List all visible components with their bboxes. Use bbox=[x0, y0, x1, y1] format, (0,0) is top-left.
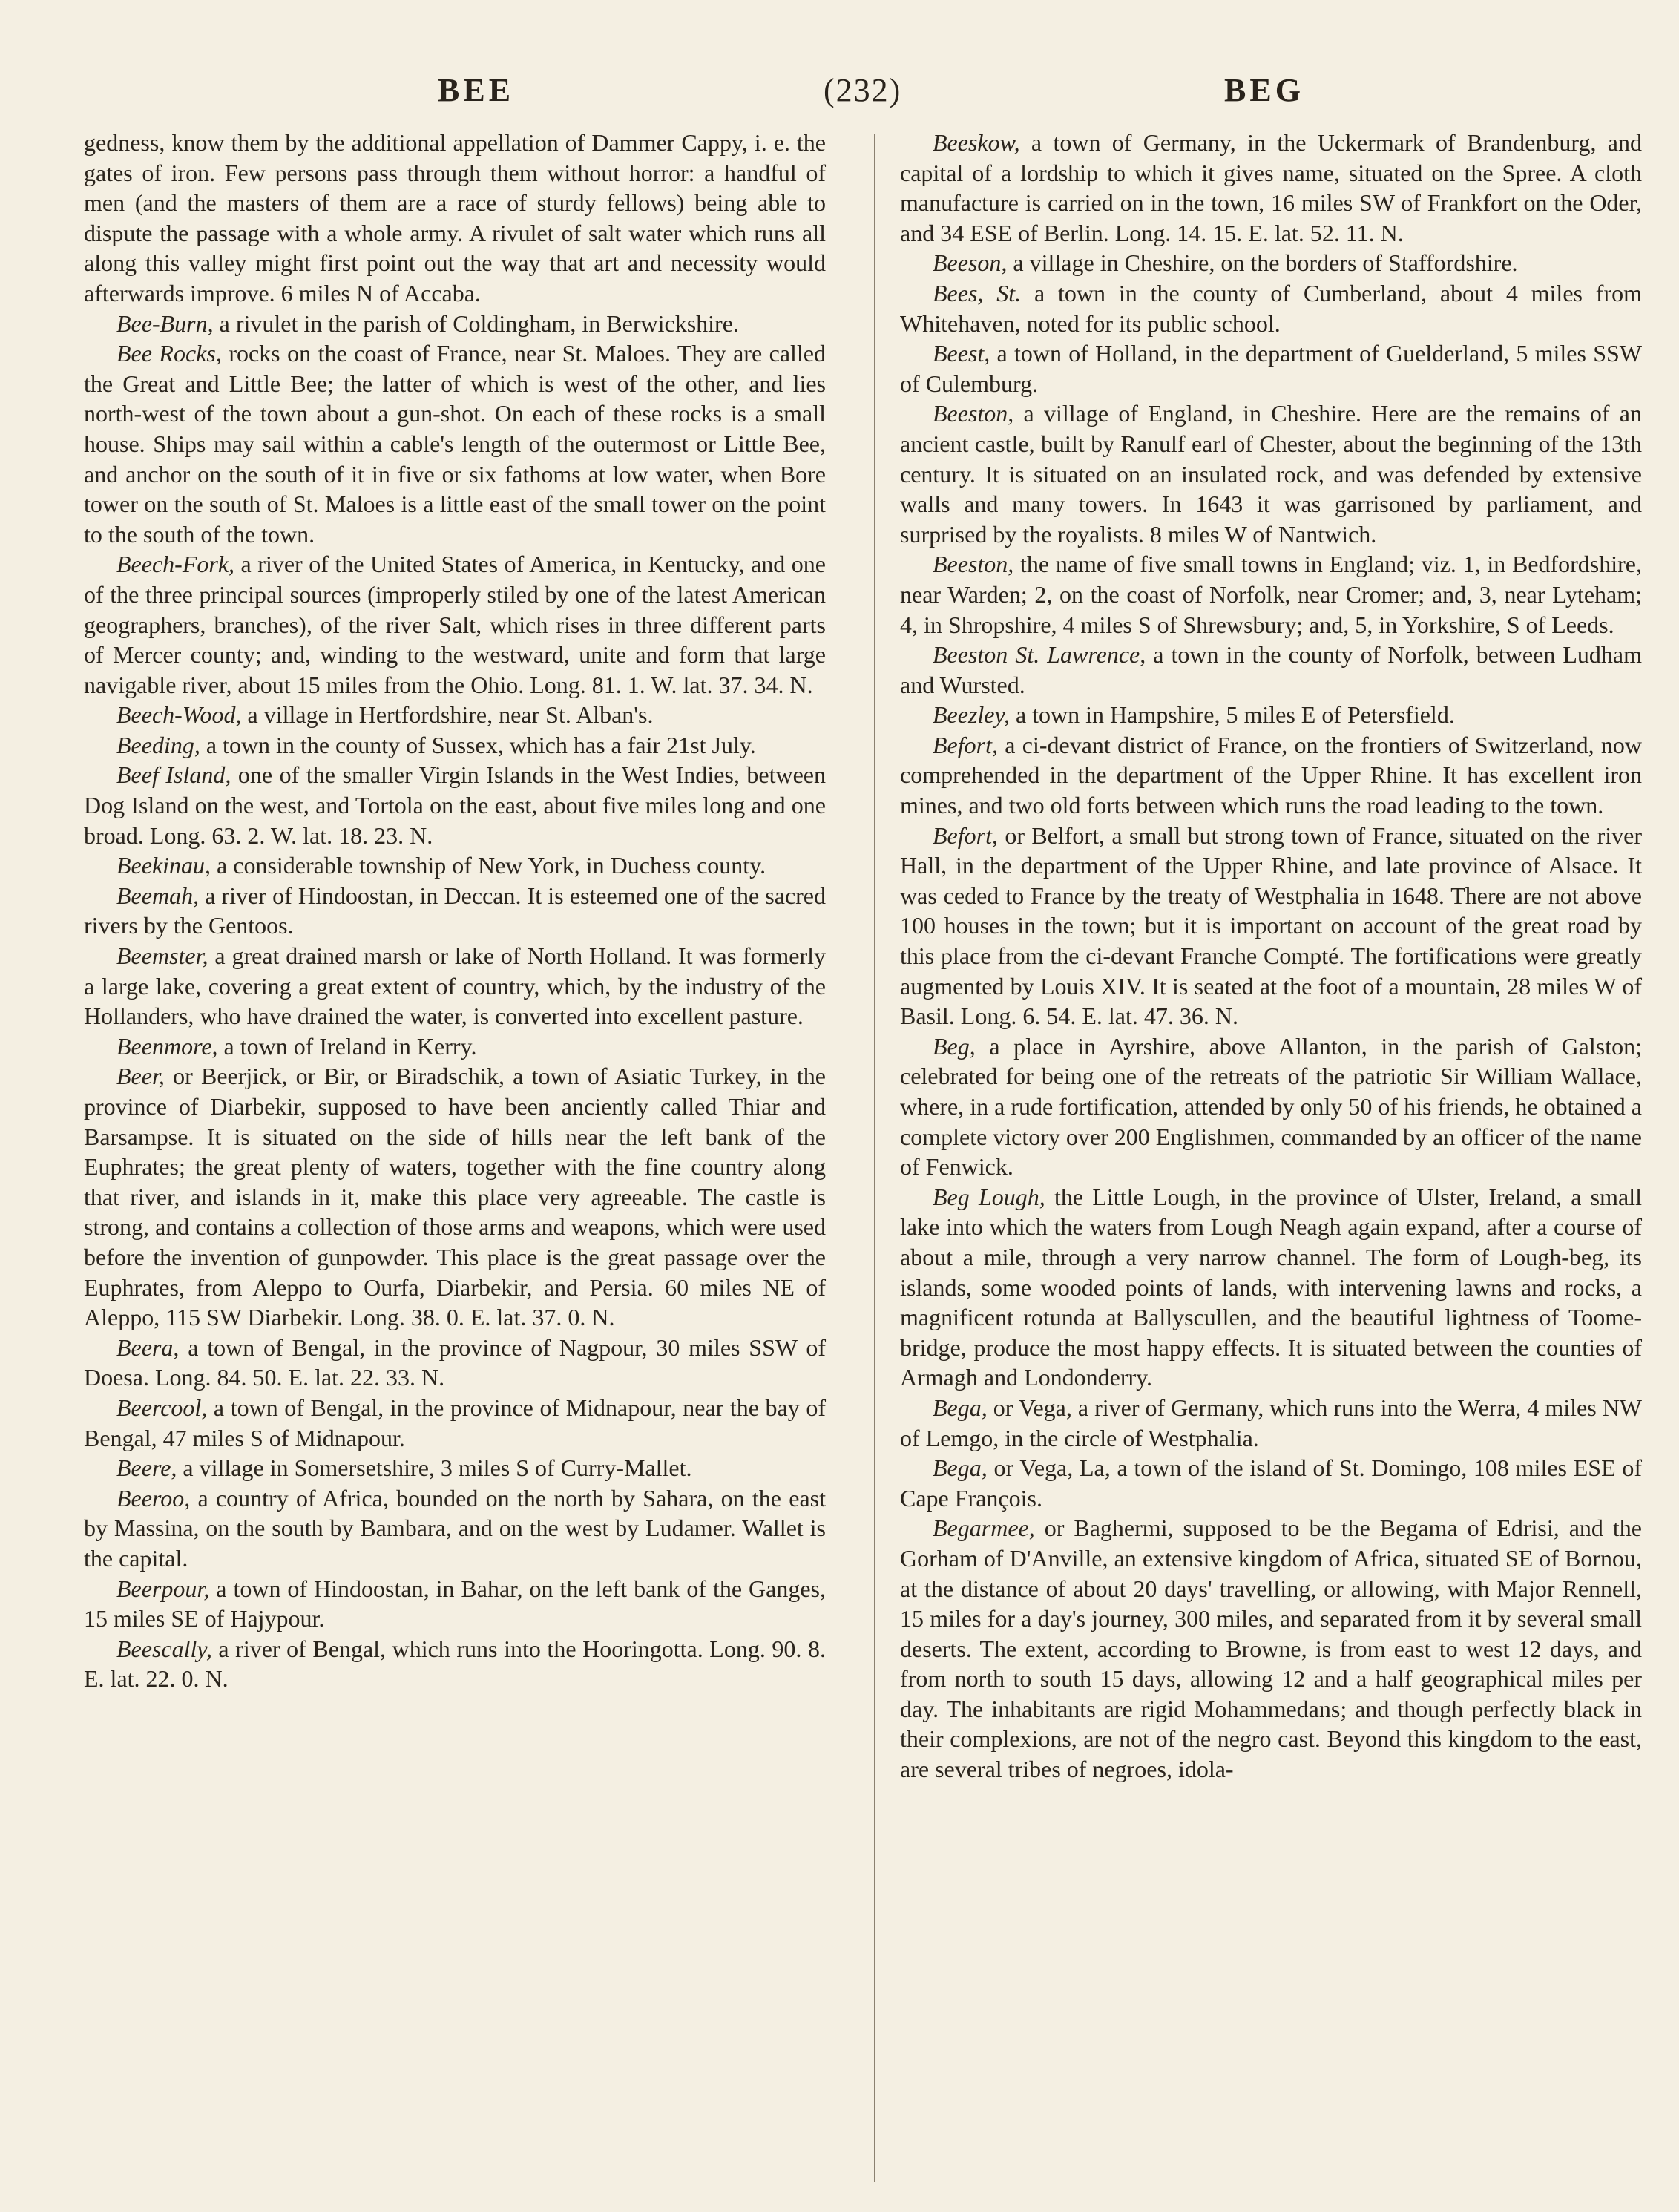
gazetteer-entry bbox=[900, 640, 1642, 700]
entry-text: a great drained marsh or lake of North Holland. It was formerly a large lake, covering a great extent of country, which, by the industry of the Hollanders, who have drained the water, is converted into excellent pasture. bbox=[84, 942, 826, 1030]
gazetteer-entry bbox=[84, 1574, 826, 1634]
gazetteer-entry bbox=[84, 700, 826, 730]
gazetteer-entry bbox=[900, 1182, 1642, 1393]
entry-headword: Beeding, bbox=[116, 731, 200, 758]
header-left-guideword: BEE bbox=[438, 72, 515, 108]
entry-text: the name of five small towns in England; viz. 1, in Bedfordshire, near Warden; 2, on the coast of Norfolk, near Cromer; and, 3, near Lyteham; 4, in Shropshire, 4 miles S of Shrewsbury; and, 5, in Yorkshire, S of Leeds. bbox=[900, 551, 1642, 638]
entry-text: or Baghermi, supposed to be the Begama of Edrisi, and the Gorham of D'Anville, an extensive kingdom of Africa, situated SE of Bornou, at the distance of about 20 days' travelling, or allowing, with Major Rennell, 15 miles for a day's journey, 300 miles, and separated from it by several small deserts. The extent, according to Browne, is from east to west 12 days, and from north to south 15 days, allowing 12 and a half geographical miles per day. The inhabitants are rigid Mohammedans; and though perfectly black in their complexions, are not of the negro cast. Beyond this kingdom to the east, are several tribes of negroes, idola- bbox=[900, 1514, 1642, 1783]
entry-headword: Bega, bbox=[933, 1394, 988, 1421]
gazetteer-entry bbox=[900, 821, 1642, 1031]
entry-text: a country of Africa, bounded on the north by Sahara, on the east by Massina, on the south by Bambara, and on the west by Ludamer. Wallet is the capital. bbox=[84, 1484, 826, 1572]
entry-headword: Beenmore, bbox=[116, 1032, 218, 1060]
gazetteer-entry bbox=[84, 549, 826, 700]
entry-headword: Beest, bbox=[933, 340, 990, 367]
entry-headword: Beer, bbox=[116, 1063, 165, 1090]
entry-text: a river of Bengal, which runs into the Hooringotta. Long. 90. 8. E. lat. 22. 0. N. bbox=[84, 1635, 826, 1693]
left-column bbox=[84, 128, 826, 1694]
gazetteer-entry bbox=[900, 549, 1642, 640]
entry-headword: Beere, bbox=[116, 1454, 177, 1482]
entry-headword: Beech-Fork, bbox=[116, 551, 235, 578]
entry-text: a village in Somersetshire, 3 miles S of Curry-Mallet. bbox=[177, 1454, 692, 1482]
entry-text: a river of Hindoostan, in Deccan. It is esteemed one of the sacred rivers by the Gentoos. bbox=[84, 882, 826, 939]
entry-headword: Beg, bbox=[933, 1032, 976, 1060]
entry-text: a village of England, in Cheshire. Here are the remains of an ancient castle, built by Ranulf earl of Chester, about the beginning of the 13th century. It is situated on an insulated rock, and was defended by extensive walls and many towers. In 1643 it was garrisoned by parliament, and surprised by the royalists. 8 miles W of Nantwich. bbox=[900, 400, 1642, 548]
gazetteer-entry bbox=[900, 1031, 1642, 1182]
entry-headword: Befort, bbox=[933, 731, 998, 758]
entry-text: or Vega, a river of Germany, which runs into the Werra, 4 miles NW of Lemgo, in the circle of Westphalia. bbox=[900, 1394, 1642, 1451]
entry-text: a place in Ayrshire, above Allanton, in the parish of Galston; celebrated for being one of the retreats of the patriotic Sir William Wallace, where, in a rude fortification, attended by only 50 of his friends, he obtained a complete victory over 200 Englishmen, commanded by an officer of the name of Fenwick. bbox=[900, 1032, 1642, 1181]
gazetteer-entry bbox=[84, 1333, 826, 1393]
entry-text: a town of Bengal, in the province of Midnapour, near the bay of Bengal, 47 miles S of Midnapour. bbox=[84, 1394, 826, 1451]
gazetteer-entry bbox=[84, 941, 826, 1031]
gazetteer-entry bbox=[84, 1393, 826, 1453]
page-number: (232) bbox=[824, 72, 902, 108]
entry-headword: Beeroo, bbox=[116, 1484, 191, 1512]
gazetteer-entry bbox=[84, 1634, 826, 1694]
entry-headword: Befort, bbox=[933, 821, 998, 849]
entry-headword: Beera, bbox=[116, 1333, 180, 1361]
entry-headword: Beeskow, bbox=[933, 129, 1020, 156]
gazetteer-entry bbox=[900, 248, 1642, 278]
gazetteer-entry bbox=[84, 1031, 826, 1062]
gazetteer-entry bbox=[84, 1453, 826, 1483]
entry-text: a town of Germany, in the Uckermark of Brandenburg, and capital of a lordship to which it gives name, situated on the Spree. A cloth manufacture is carried on in the town, 16 miles SW of Frankfort on the Oder, and 34 ESE of Berlin. Long. 14. 15. E. lat. 52. 11. N. bbox=[900, 129, 1642, 246]
gazetteer-entry bbox=[900, 1453, 1642, 1513]
gazetteer-entry bbox=[84, 1483, 826, 1574]
gazetteer-entry bbox=[900, 700, 1642, 730]
gazetteer-entry bbox=[900, 730, 1642, 821]
entry-headword: Bees, St. bbox=[933, 279, 1022, 306]
entry-text: a town of Bengal, in the province of Nagpour, 30 miles SSW of Doesa. Long. 84. 50. E. lat. 22. 33. N. bbox=[84, 1333, 826, 1391]
entry-text: a town in the county of Sussex, which has a fair 21st July. bbox=[200, 731, 756, 758]
gazetteer-entry bbox=[900, 1513, 1642, 1784]
entry-text: rocks on the coast of France, near St. Maloes. They are called the Great and Little Bee; the latter of which is west of the other, and lies north-west of the town about a gun-shot. On each of these rocks is a small house. Ships may sail within a cable's length of the outermost or Little Bee, and anchor on the south of it in five or six fathoms at low water, when Bore tower on the south of St. Maloes is a little east of the small tower on the point to the south of the town. bbox=[84, 340, 827, 548]
gazetteer-entry bbox=[900, 338, 1642, 398]
entry-headword: Beercool, bbox=[116, 1394, 208, 1421]
entry-text: a town in the county of Cumberland, about 4 miles from Whitehaven, noted for its public school. bbox=[900, 279, 1643, 337]
gazetteer-entry bbox=[900, 398, 1642, 549]
entry-headword: Beekinau, bbox=[116, 852, 211, 879]
entry-headword: Beerpour, bbox=[116, 1575, 210, 1602]
entry-text: the Little Lough, in the province of Ulster, Ireland, a small lake into which the waters from Lough Neagh again expand, after a course of about a mile, through a very narrow channel. The form of Lough-beg, its islands, some wooded points of lands, with intervening lawns and rocks, a magnificent rotunda at Ballyscullen, and the beautiful lightness of Toome-bridge, produce the most happy effects. It is situated between the counties of Armagh and Londonderry. bbox=[900, 1183, 1643, 1391]
gazetteer-entry bbox=[84, 730, 826, 761]
gazetteer-entry bbox=[900, 1393, 1642, 1453]
column-divider bbox=[874, 134, 875, 2182]
gazetteer-entry bbox=[84, 881, 826, 941]
entry-text: a rivulet in the parish of Coldingham, in Berwickshire. bbox=[213, 309, 739, 337]
entry-headword: Beeston St. Lawrence, bbox=[933, 641, 1146, 669]
gazetteer-entry bbox=[84, 850, 826, 881]
right-column bbox=[900, 128, 1642, 1785]
gazetteer-entry bbox=[84, 1061, 826, 1332]
entry-headword: Bee Rocks, bbox=[116, 340, 222, 367]
entry-headword: Beemster, bbox=[116, 942, 208, 970]
gazetteer-entry bbox=[900, 128, 1642, 248]
entry-headword: Beeston, bbox=[933, 400, 1014, 427]
entry-headword: Beeson, bbox=[933, 249, 1008, 277]
entry-text: gedness, know them by the additional appellation of Dammer Cappy, i. e. the gates of iron. Few persons pass through them without horror: a handful of men (and the masters of them are a race of sturdy fellows) being able to dispute the passage with a whole army. A rivulet of salt water which runs all along this valley might first point out the way that art and necessity would afterwards improve. 6 miles N of Accaba. bbox=[84, 129, 826, 306]
entry-headword: Beezley, bbox=[933, 701, 1010, 729]
entry-headword: Bee-Burn, bbox=[116, 309, 214, 337]
entry-headword: Bega, bbox=[933, 1454, 988, 1482]
entry-text: a village in Cheshire, on the borders of Staffordshire. bbox=[1007, 249, 1518, 277]
entry-text: or Vega, La, a town of the island of St. Domingo, 108 miles ESE of Cape François. bbox=[900, 1454, 1642, 1512]
entry-text: a town in the county of Norfolk, between Ludham and Wursted. bbox=[900, 641, 1643, 698]
gazetteer-entry bbox=[84, 338, 826, 549]
header-right-guideword: BEG bbox=[1224, 72, 1304, 108]
entry-headword: Beescally, bbox=[116, 1635, 212, 1662]
entry-headword: Beg Lough, bbox=[933, 1183, 1045, 1210]
entry-text: or Belfort, a small but strong town of France, situated on the river Hall, in the department of the Upper Rhine, and late province of Alsace. It was ceded to France by the treaty of Westphalia in 1648. There are not above 100 houses in the town; but it is important on account of the great road by this place from the ci-devant Franche Compté. The fortifications were greatly augmented by Louis XIV. It is seated at the foot of a mountain, 28 miles W of Basil. Long. 6. 54. E. lat. 47. 36. N. bbox=[900, 821, 1642, 1030]
entry-text: a river of the United States of America, in Kentucky, and one of the three principal sources (improperly stiled by one of the latest American geographers, branches), of the river Salt, which rises in three different parts of Mercer county; and, winding to the westward, unite and form that large navigable river, about 15 miles from the Ohio. Long. 81. 1. W. lat. 37. 34. N. bbox=[84, 551, 826, 698]
entry-text: a town in Hampshire, 5 miles E of Petersfield. bbox=[1009, 701, 1455, 729]
entry-text: a village in Hertfordshire, near St. Alban's. bbox=[241, 701, 654, 729]
entry-text: a town of Hindoostan, in Bahar, on the left bank of the Ganges, 15 miles SE of Hajypour. bbox=[84, 1575, 826, 1632]
entry-text: a considerable township of New York, in Duchess county. bbox=[211, 852, 766, 879]
entry-text: a town of Ireland in Kerry. bbox=[217, 1032, 477, 1060]
entry-headword: Beeston, bbox=[933, 551, 1014, 578]
gazetteer-entry bbox=[84, 760, 826, 850]
gazetteer-entry bbox=[84, 309, 826, 339]
entry-headword: Beech-Wood, bbox=[116, 701, 242, 729]
entry-headword: Beef Island, bbox=[116, 761, 231, 789]
entry-text: a town of Holland, in the department of Guelderland, 5 miles SSW of Culemburg. bbox=[900, 340, 1642, 397]
entry-text: one of the smaller Virgin Islands in the West Indies, between Dog Island on the west, and Tortola on the east, about five miles long and one broad. Long. 63. 2. W. lat. 18. 23. N. bbox=[84, 761, 827, 849]
entry-headword: Begarmee, bbox=[933, 1514, 1035, 1542]
gazetteer-entry bbox=[900, 278, 1642, 338]
running-header bbox=[438, 71, 1328, 123]
gazetteer-entry bbox=[84, 128, 826, 309]
entry-headword: Beemah, bbox=[116, 882, 200, 909]
entry-text: or Beerjick, or Bir, or Biradschik, a town of Asiatic Turkey, in the province of Diarbekir, supposed to have been anciently called Thiar and Barsampse. It is situated on the side of hills near the left bank of the Euphrates; the great plenty of waters, together with the fine country along that river, and islands in it, make this place very agreeable. The castle is strong, and contains a collection of those arms and weapons, which were used before the invention of gunpowder. This place is the great passage over the Euphrates, from Aleppo to Ourfa, Diarbekir, and Persia. 60 miles NE of Aleppo, 115 SW Diarbekir. Long. 38. 0. E. lat. 37. 0. N. bbox=[84, 1063, 826, 1331]
entry-text: a ci-devant district of France, on the frontiers of Switzerland, now comprehended in the department of the Upper Rhine. It has excellent iron mines, and two old forts between which runs the road leading to the town. bbox=[900, 731, 1642, 819]
